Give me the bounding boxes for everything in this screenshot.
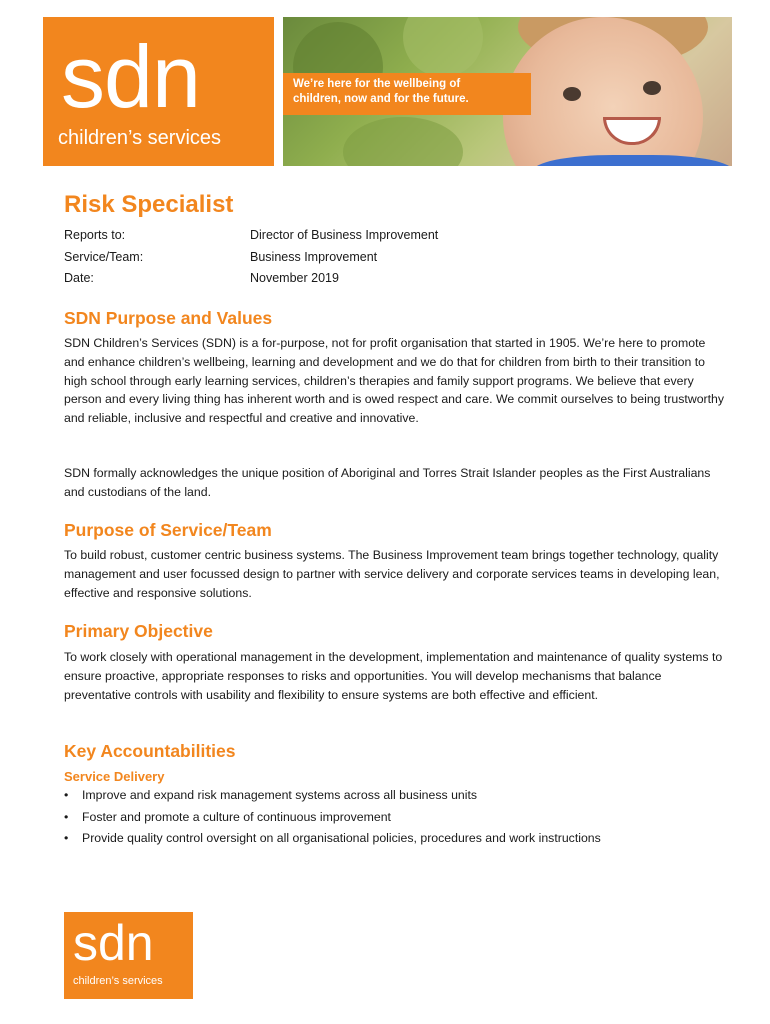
purpose-values-paragraph: SDN Children’s Services (SDN) is a for-purpose, not for profit organisation that started in 1905. We’re here to promote and enhance children’s wellbeing, learning and development and we do that for children from birth to their transition to high school through early learning services, children’s therapies and family support programs. We believe that every person and every living thing has inherent worth and is owed respect and care. We commit ourselves to being trustworthy and reliable, inclusive and respectful and creative and innovative.	[64, 336, 725, 426]
list-item-text: Improve and expand risk management systems across all business units	[82, 788, 478, 802]
child-eye-left	[563, 87, 581, 101]
header-logo	[43, 17, 274, 166]
heading-purpose-values: SDN Purpose and Values	[64, 308, 273, 328]
position-details	[64, 228, 438, 293]
meta-value: November 2019	[250, 271, 339, 285]
tagline-line-1: We’re here for the wellbeing of	[293, 78, 461, 90]
meta-value: Director of Business Improvement	[250, 228, 439, 242]
meta-value: Business Improvement	[250, 249, 378, 264]
bullet-icon: •	[64, 788, 69, 802]
meta-label: Reports to:	[64, 228, 126, 242]
purpose-service-paragraph: To build robust, customer centric business systems. The Business Improvement team brings together technology, quality management and user focussed design to partner with service delivery and corporate services teams in developing lean, effective and responsive solutions.	[64, 548, 720, 600]
logo-subtitle: children’s services	[58, 127, 222, 149]
list-item-text: Provide quality control oversight on all organisational policies, procedures and work instructions	[82, 831, 601, 845]
heading-purpose-service: Purpose of Service/Team	[64, 520, 272, 540]
meta-label: Date:	[64, 271, 94, 285]
child-eye-right	[643, 81, 661, 95]
footer-logo-wordmark: sdn	[73, 915, 154, 971]
primary-objective-paragraph: To work closely with operational management in the development, implementation and maintenance of quality systems to ensure proactive, appropriate responses to risks and opportunities. You will develop mechanisms that balance preventative controls with usability and flexibility to ensure systems are both effective and efficient.	[64, 650, 723, 702]
heading-key-accountabilities: Key Accountabilities	[64, 741, 236, 761]
meta-row-reports-to	[64, 228, 438, 250]
list-item	[64, 788, 601, 810]
acknowledgement-paragraph: SDN formally acknowledges the unique position of Aboriginal and Torres Strait Islander peoples as the First Australians and custodians of the land.	[64, 466, 711, 499]
logo-wordmark: sdn	[61, 27, 200, 126]
meta-row-service-team	[64, 250, 438, 272]
page-title: Risk Specialist	[64, 191, 234, 218]
meta-row-date	[64, 271, 438, 293]
banner-tagline	[283, 73, 531, 115]
meta-label: Service/Team:	[64, 249, 144, 264]
footer-logo-subtitle: children’s services	[73, 975, 163, 987]
footer-logo	[64, 912, 193, 999]
list-item	[64, 810, 601, 832]
bullet-icon: •	[64, 831, 69, 845]
heading-primary-objective: Primary Objective	[64, 621, 213, 641]
bullet-icon: •	[64, 809, 69, 824]
accountabilities-list	[64, 788, 601, 853]
list-item-text: Foster and promote a culture of continuous improvement	[82, 809, 391, 824]
subheading-service-delivery: Service Delivery	[64, 769, 165, 784]
tagline-line-2: children, now and for the future.	[293, 93, 469, 105]
list-item	[64, 831, 601, 853]
